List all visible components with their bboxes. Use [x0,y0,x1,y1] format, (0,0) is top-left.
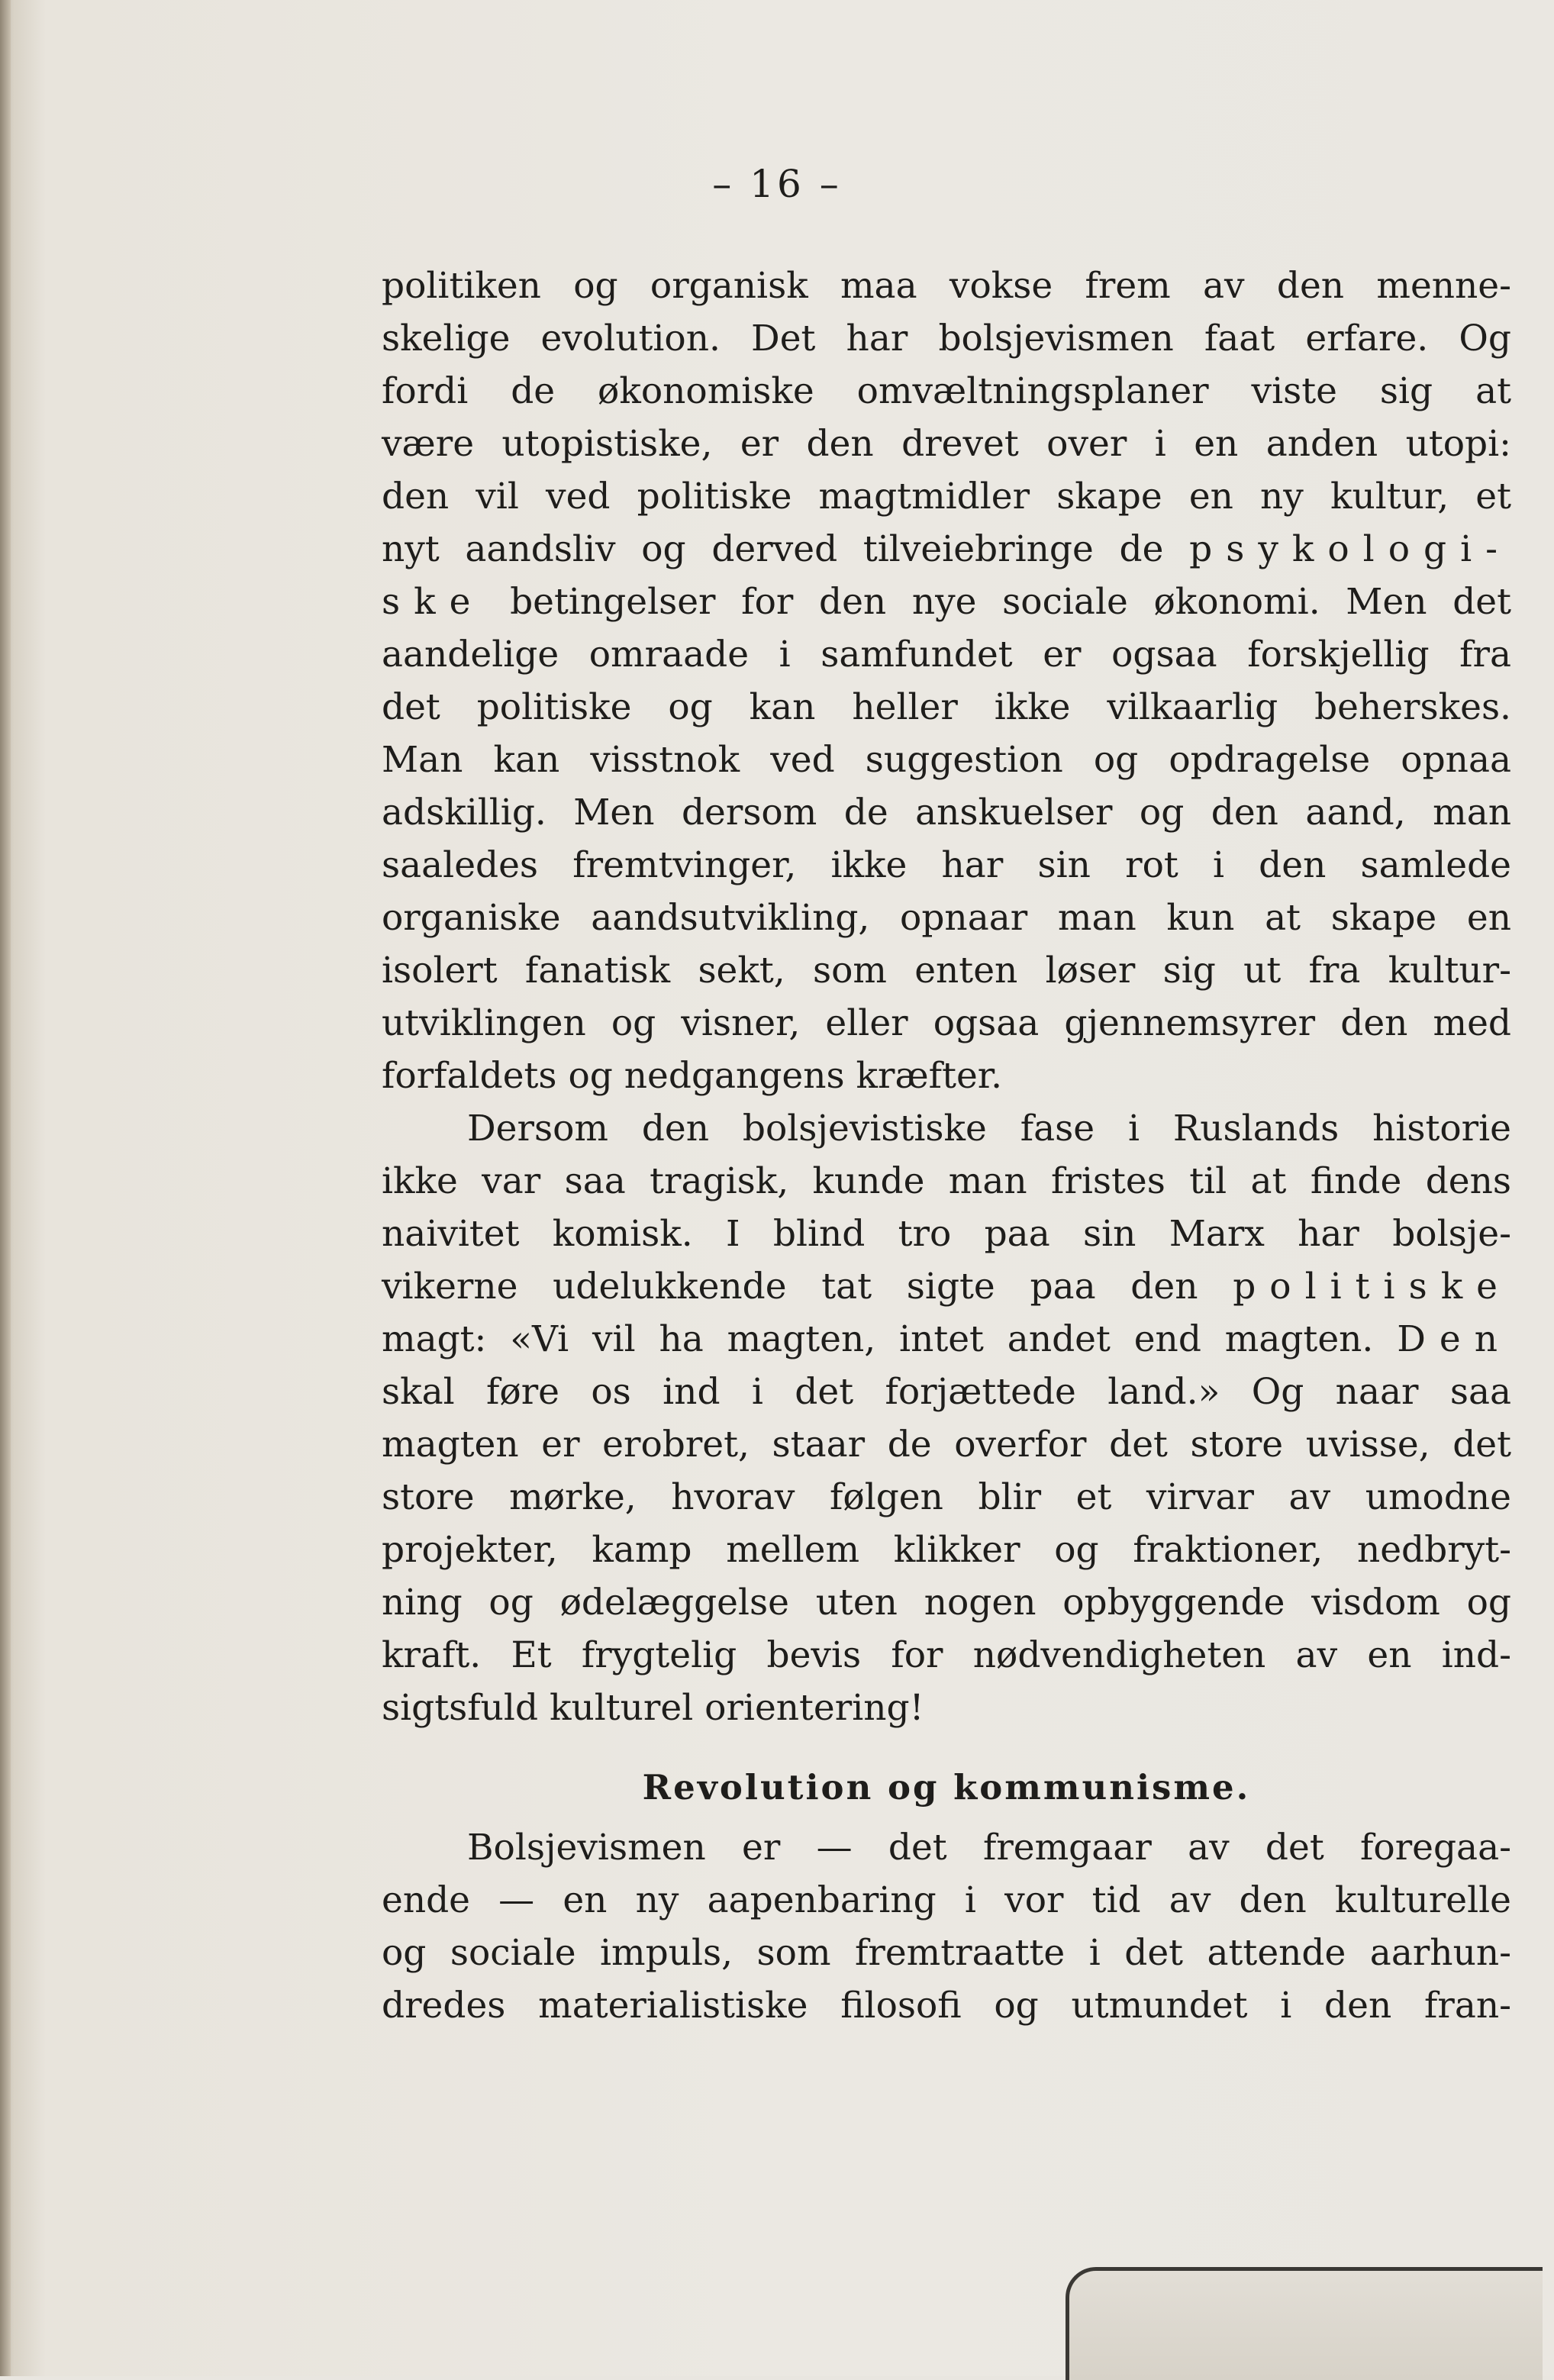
text-line: ende — en ny aapenbaring i vor tid av den kulturelle [382,1879,1511,1921]
text-line: ning og ødelæggelse uten nogen opbyggende visdom og [382,1582,1511,1624]
text-segment: magt: «Vi vil ha magten, intet andet end magten. [382,1318,1374,1360]
paragraph-1 [382,260,1511,1102]
text-line: og sociale impuls, som fremtraatte i det attende aarhun- [382,1932,1511,1974]
text-line: magten er erobret, staar de overfor det store uvisse, det [382,1424,1511,1466]
text-line: projekter, kamp mellem klikker og fraktioner, nedbryt- [382,1529,1511,1571]
binding-edge [0,0,11,2376]
text-line [382,576,1511,628]
text-line: forfaldets og nedgangens kræfter. [382,1055,1003,1097]
emphasized-word: Den [1397,1318,1511,1360]
text-line: dredes materialistiske filosofi og utmundet i den fran- [382,1985,1511,2027]
paragraph-2 [382,1102,1511,1734]
text-line: isolert fanatisk sekt, som enten løser sig ut fra kultur- [382,950,1511,992]
text-line [382,523,1511,576]
page-tab-mark [1066,2267,1543,2380]
text-line [382,1260,1511,1313]
text-line: skal føre os ind i det forjættede land.» Og naar saa [382,1371,1511,1413]
text-line [382,1313,1511,1366]
text-line: Man kan visstnok ved suggestion og opdragelse opnaa [382,739,1511,781]
text-line: fordi de økonomiske omvæltningsplaner viste sig at [382,370,1511,412]
text-segment: nyt aandsliv og derved tilveiebringe de [382,528,1164,570]
page-number: – 16 – [712,162,842,206]
text-line: Bolsjevismen er — det fremgaar av det foregaa- [467,1827,1511,1869]
text-line: kraft. Et frygtelig bevis for nødvendigheten av en ind- [382,1634,1511,1676]
section-heading: Revolution og kommunisme. [642,1767,1251,1808]
body-text [382,260,1511,2032]
text-segment: vikerne udelukkende tat sigte paa den [382,1266,1198,1308]
text-line: være utopistiske, er den drevet over i en anden utopi: [382,423,1511,465]
text-line: den vil ved politiske magtmidler skape en ny kultur, et [382,476,1511,518]
text-line: naivitet komisk. I blind tro paa sin Marx har bolsje- [382,1213,1511,1255]
emphasized-word: ske [382,581,485,623]
text-line: skelige evolution. Det har bolsjevismen faat erfare. Og [382,318,1511,360]
text-line: sigtsfuld kulturel orientering! [382,1687,924,1729]
text-line: det politiske og kan heller ikke vilkaarlig beherskes. [382,686,1511,728]
text-line: utviklingen og visner, eller ogsaa gjennemsyrer den med [382,1002,1511,1044]
text-line: store mørke, hvorav følgen blir et virvar av umodne [382,1476,1511,1518]
emphasized-word: politiske [1233,1266,1511,1308]
text-line: adskillig. Men dersom de anskuelser og den aand, man [382,792,1511,834]
text-line: politiken og organisk maa vokse frem av den menne- [382,265,1511,307]
text-line: saaledes fremtvinger, ikke har sin rot i den samlede [382,844,1511,886]
emphasized-word: psykologi- [1189,528,1511,570]
text-line: Dersom den bolsjevistiske fase i Ruslands historie [467,1108,1511,1150]
text-segment: betingelser for den nye sociale økonomi. Men det [510,581,1511,623]
text-line: organiske aandsutvikling, opnaar man kun at skape en [382,897,1511,939]
text-line: ikke var saa tragisk, kunde man fristes til at finde dens [382,1160,1511,1202]
text-line: aandelige omraade i samfundet er ogsaa forskjellig fra [382,634,1511,676]
paragraph-3 [382,1821,1511,2032]
